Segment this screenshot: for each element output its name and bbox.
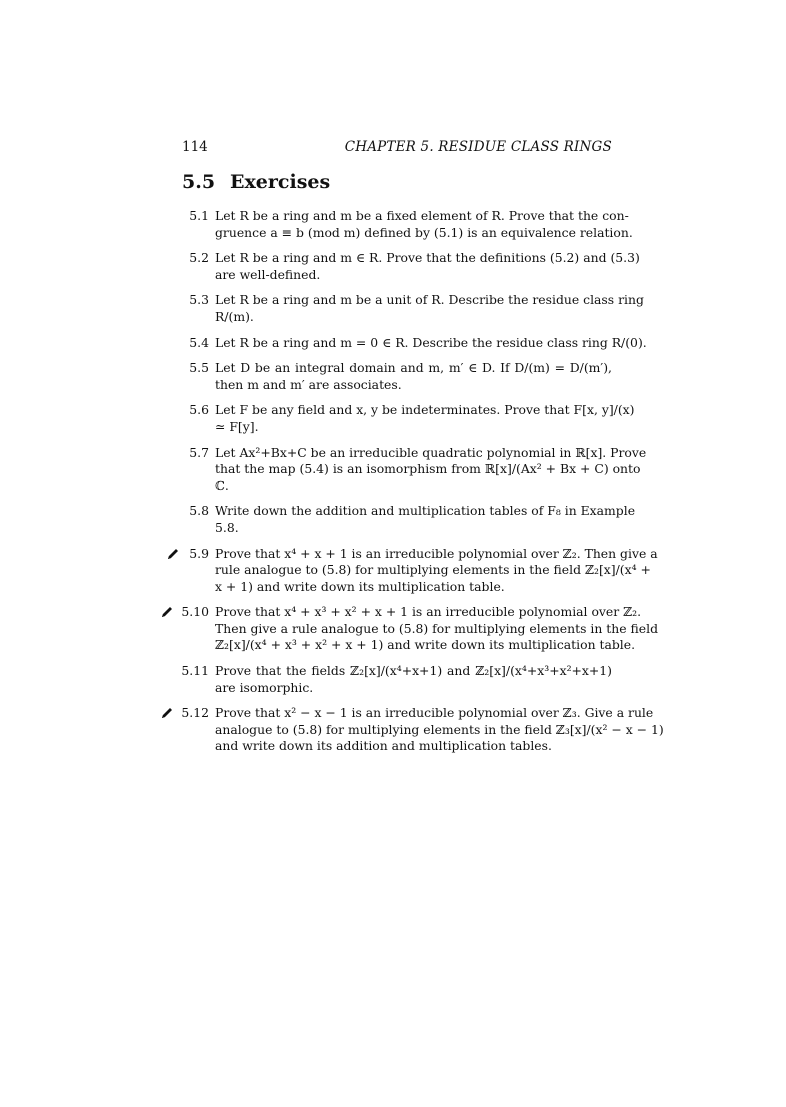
exercise-text-line: Let R be a ring and m be a unit of R. Describe the residue class ring: [215, 292, 644, 308]
exercise-item: [182, 402, 635, 435]
exercise-text-line: Prove that x² − x − 1 is an irreducible polynomial over ℤ₃. Give a rule: [215, 705, 654, 721]
section-heading: [182, 171, 330, 193]
exercise-number: 5.7: [189, 444, 209, 460]
running-head: CHAPTER 5. RESIDUE CLASS RINGS: [344, 139, 612, 155]
exercise-number: 5.2: [189, 250, 209, 266]
exercise-text-line: Let F be any field and x, y be indeterminates. Prove that F[x, y]/(x): [215, 402, 635, 418]
exercise-text-line: Let R be a ring and m = 0 ∈ R. Describe the residue class ring R/(0).: [215, 334, 647, 350]
exercise-number: 5.5: [189, 360, 209, 376]
exercise-text-line: Prove that x⁴ + x³ + x² + x + 1 is an irreducible polynomial over ℤ₂.: [215, 604, 642, 620]
exercise-item: [181, 705, 664, 755]
exercise-text-line: and write down its addition and multiplication tables.: [215, 738, 552, 754]
exercise-text-line: gruence a ≡ b (mod m) defined by (5.1) is an equivalence relation.: [215, 224, 633, 240]
exercise-text-line: x + 1) and write down its multiplication table.: [215, 578, 505, 594]
exercise-text-line: Let D be an integral domain and m, m′ ∈ D. If D/(m) = D/(m′),: [215, 360, 612, 376]
section-number: 5.5: [182, 171, 216, 193]
exercise-item: [182, 360, 612, 393]
exercise-item: [182, 444, 647, 495]
exercise-number: 5.6: [189, 402, 209, 418]
exercise-text-line: Prove that the fields ℤ₂[x]/(x⁴+x+1) and ℤ₂[x]/(x⁴+x³+x²+x+1): [215, 663, 612, 679]
exercise-text-line: Let Ax²+Bx+C be an irreducible quadratic polynomial in ℝ[x]. Prove: [215, 444, 647, 460]
exercise-number: 5.1: [189, 208, 209, 223]
exercise-number: 5.12: [181, 705, 209, 721]
pencil-icon: [166, 547, 180, 561]
exercise-text-line: Let R be a ring and m ∈ R. Prove that the definitions (5.2) and (5.3): [215, 250, 640, 266]
exercise-item: [182, 292, 644, 325]
exercise-text-line: Let R be a ring and m be a fixed element of R. Prove that the con-: [215, 208, 629, 223]
exercise-number: 5.11: [181, 663, 209, 679]
exercise-text-line: are isomorphic.: [215, 679, 314, 695]
exercise-text-line: analogue to (5.8) for multiplying elements in the field ℤ₃[x]/(x² − x − 1): [215, 721, 664, 737]
pencil-icon: [160, 706, 174, 720]
exercise-number: 5.9: [189, 545, 209, 561]
exercise-item: [182, 208, 633, 241]
page-header: [182, 139, 612, 157]
section-title: Exercises: [230, 171, 331, 193]
exercise-text-line: Write down the addition and multiplication tables of F₈ in Example: [215, 503, 636, 519]
exercise-text-line: ≃ F[y].: [215, 418, 259, 434]
page-number: 114: [182, 139, 208, 155]
exercise-item: [181, 604, 658, 654]
exercise-item: [182, 250, 640, 283]
exercise-text-line: are well-defined.: [215, 266, 321, 282]
exercise-text-line: R/(m).: [215, 308, 254, 324]
exercise-item: [182, 545, 658, 596]
exercise-number: 5.8: [189, 503, 209, 519]
exercise-text-line: ℤ₂[x]/(x⁴ + x³ + x² + x + 1) and write down its multiplication table.: [215, 637, 636, 653]
exercise-list: [181, 208, 664, 764]
exercise-number: 5.4: [189, 334, 209, 350]
exercise-text-line: that the map (5.4) is an isomorphism from ℝ[x]/(Ax² + Bx + C) onto: [215, 461, 641, 477]
pencil-icon: [160, 605, 174, 619]
exercise-text-line: Prove that x⁴ + x + 1 is an irreducible polynomial over ℤ₂. Then give a: [215, 545, 658, 561]
exercise-text-line: ℂ.: [215, 477, 229, 493]
exercise-text-line: 5.8.: [215, 519, 239, 535]
exercise-text-line: then m and m′ are associates.: [215, 376, 402, 392]
exercise-number: 5.10: [181, 604, 209, 620]
exercise-text-line: Then give a rule analogue to (5.8) for multiplying elements in the field: [215, 620, 658, 636]
exercise-item: [182, 663, 612, 696]
exercise-number: 5.3: [189, 292, 209, 308]
exercise-item: [182, 334, 647, 352]
exercise-text-line: rule analogue to (5.8) for multiplying elements in the field ℤ₂[x]/(x⁴ +: [215, 562, 651, 578]
exercise-item: [182, 503, 636, 536]
